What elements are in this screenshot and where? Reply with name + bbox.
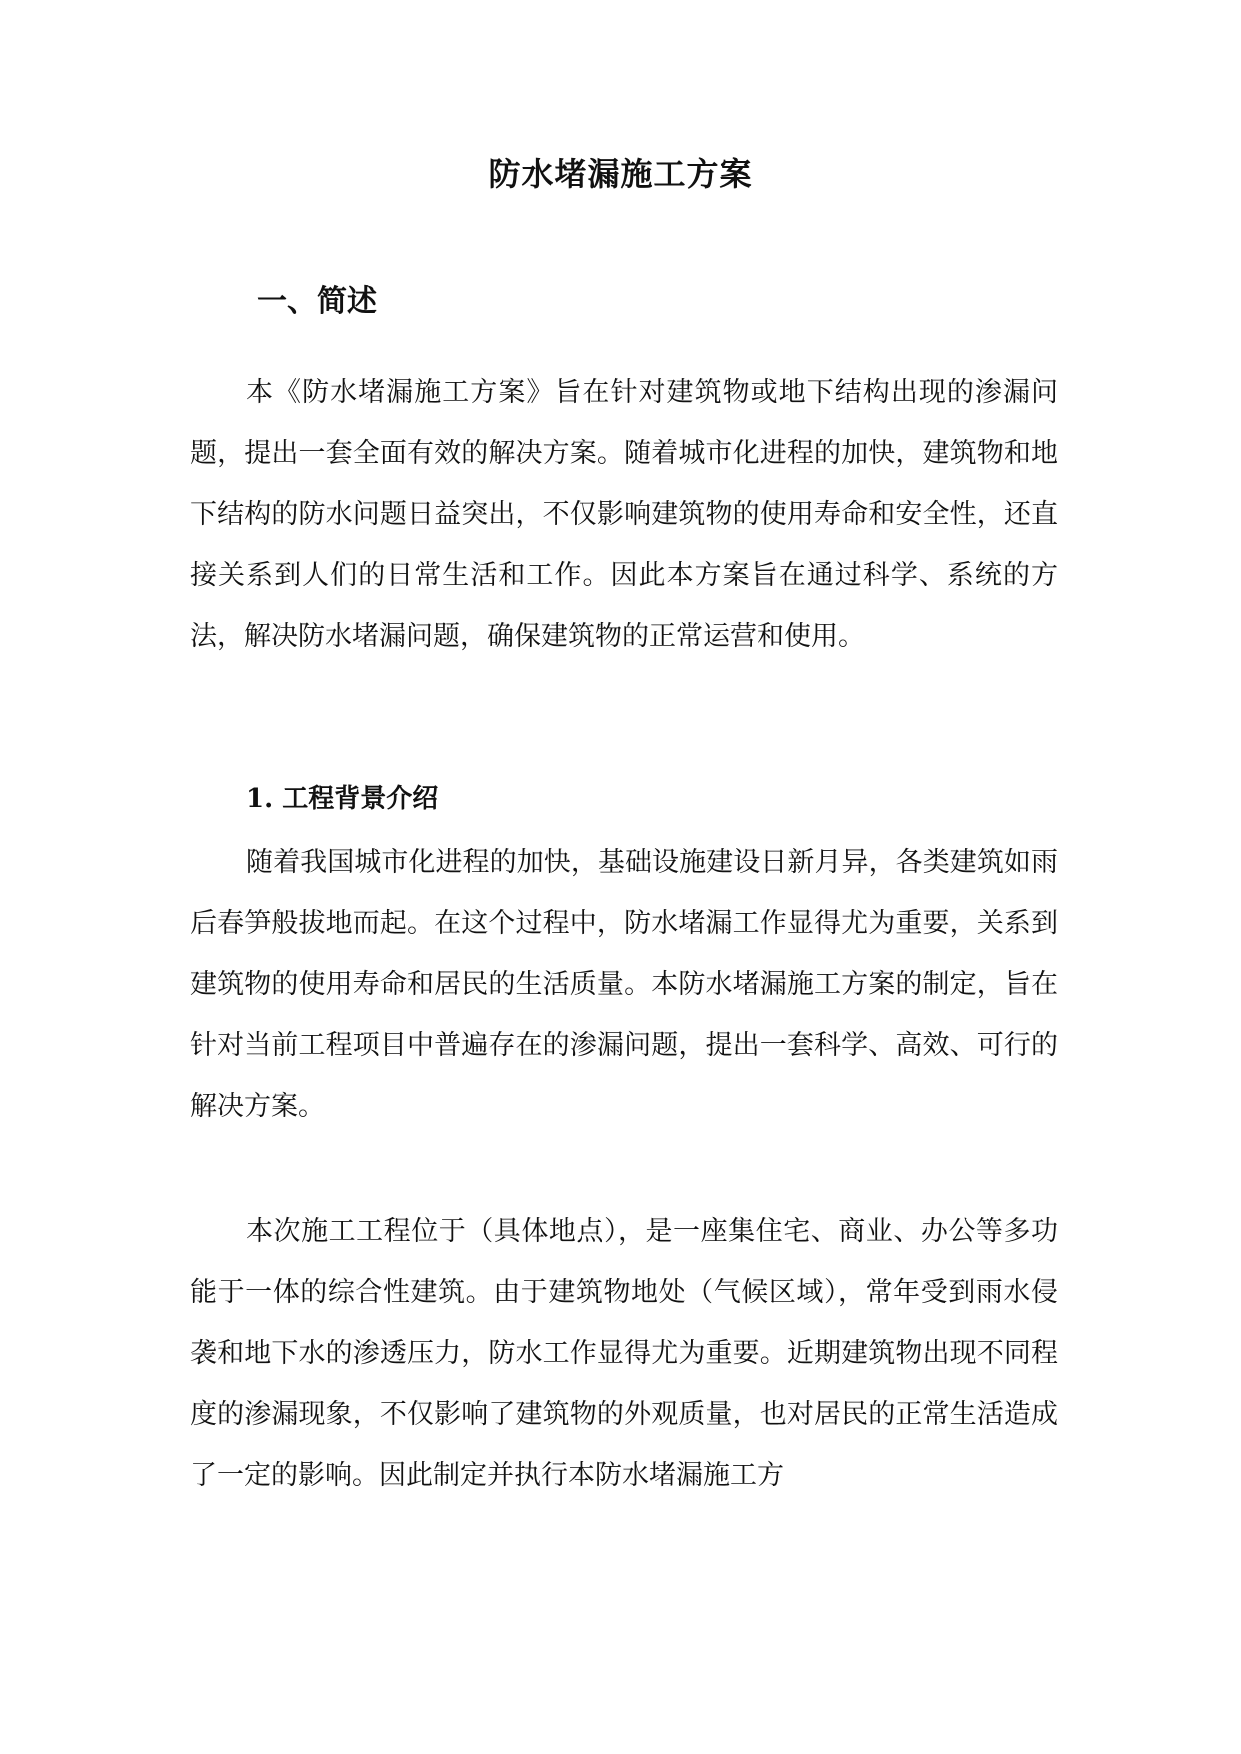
background-paragraph-2: 本次施工工程位于（具体地点），是一座集住宅、商业、办公等多功能于一体的综合性建筑。由于建筑物地处（气候区域），常年受到雨水侵袭和地下水的渗透压力，防水工作显得尤为重要。近期建筑物出现不同程度的渗漏现象，不仅影响了建筑物的外观质量，也对居民的正常生活造成了一定的影响。因此制定并执行本防水堵漏施工方 [190, 1216, 1058, 1491]
subsection-heading-background: 1. 工程背景介绍 [246, 784, 439, 814]
document-title: 防水堵漏施工方案 [488, 155, 753, 193]
overview-paragraph: 本《防水堵漏施工方案》旨在针对建筑物或地下结构出现的渗漏问题，提出一套全面有效的解决方案。随着城市化进程的加快，建筑物和地下结构的防水问题日益突出，不仅影响建筑物的使用寿命和安全性，还直接关系到人们的日常生活和工作。因此本方案旨在通过科学、系统的方法，解决防水堵漏问题，确保建筑物的正常运营和使用。 [190, 377, 1058, 652]
section-heading-overview: 一、简述 [257, 284, 377, 319]
background-paragraph-1: 随着我国城市化进程的加快，基础设施建设日新月异，各类建筑如雨后春笋般拔地而起。在这个过程中，防水堵漏工作显得尤为重要，关系到建筑物的使用寿命和居民的生活质量。本防水堵漏施工方案的制定，旨在针对当前工程项目中普遍存在的渗漏问题，提出一套科学、高效、可行的解决方案。 [190, 847, 1058, 1122]
